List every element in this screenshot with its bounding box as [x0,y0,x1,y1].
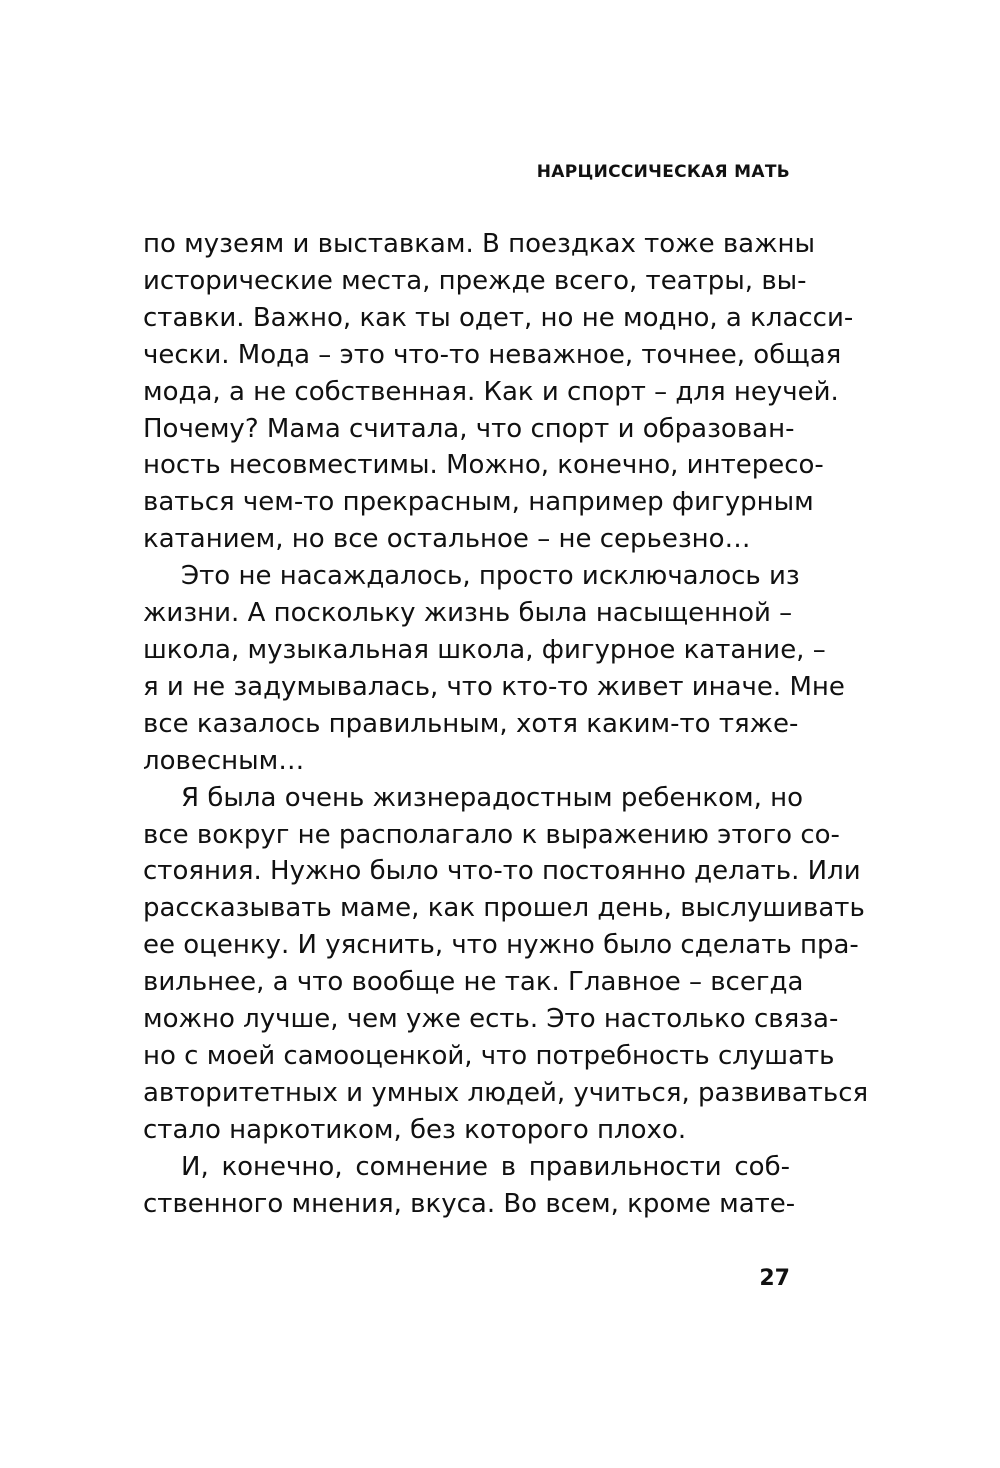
text-line: Я была очень жизнерадостным ребенком, но [181,782,804,813]
text-line: мода, а не собственная. Как и спорт – для неучей. [143,376,839,407]
text-line: ее оценку. И уяснить, что нужно было сделать пра- [143,930,859,961]
text-line: стояния. Нужно было что-то постоянно делать. Или [143,856,861,887]
text-line: ность несовместимы. Можно, конечно, интересо- [143,450,824,481]
text-line: ловесным… [143,745,305,776]
text-line: рассказывать маме, как прошел день, выслушивать [143,893,865,924]
text-line: И, конечно, сомнение в правильности соб- [181,1151,790,1182]
text-line: все казалось правильным, хотя каким-то тяже- [143,708,799,739]
text-line: все вокруг не располагало к выражению этого со- [143,819,840,850]
text-line: авторитетных и умных людей, учиться, развиваться [143,1077,869,1108]
text-line: ственного мнения, вкуса. Во всем, кроме мате- [143,1188,796,1219]
text-line: Это не насаждалось, просто исключалось из [181,561,800,592]
page-number: 27 [759,1266,790,1291]
text-line: стало наркотиком, без которого плохо. [143,1114,687,1145]
text-line: ваться чем-то прекрасным, например фигурным [143,487,814,518]
text-line: катанием, но все остальное – не серьезно… [143,524,751,555]
text-line: можно лучше, чем уже есть. Это настолько связа- [143,1004,839,1035]
text-line: чески. Мода – это что-то неважное, точнее, общая [143,339,842,370]
text-line: исторические места, прежде всего, театры, вы- [143,265,807,296]
text-line: вильнее, а что вообще не так. Главное – всегда [143,967,804,998]
text-line: по музеям и выставкам. В поездках тоже важны [143,229,816,259]
text-line: жизни. А поскольку жизнь была насыщенной – [143,598,793,629]
running-head: НАРЦИССИЧЕСКАЯ МАТЬ [536,162,790,182]
body-text [143,226,869,1222]
text-line: я и не задумывалась, что кто-то живет иначе. Мне [143,671,845,702]
text-line: Почему? Мама считала, что спорт и образован- [143,413,795,444]
text-line: школа, музыкальная школа, фигурное катание, – [143,634,826,665]
text-line: ставки. Важно, как ты одет, но не модно, а класси- [143,302,854,333]
text-line: но с моей самооценкой, что потребность слушать [143,1040,835,1071]
